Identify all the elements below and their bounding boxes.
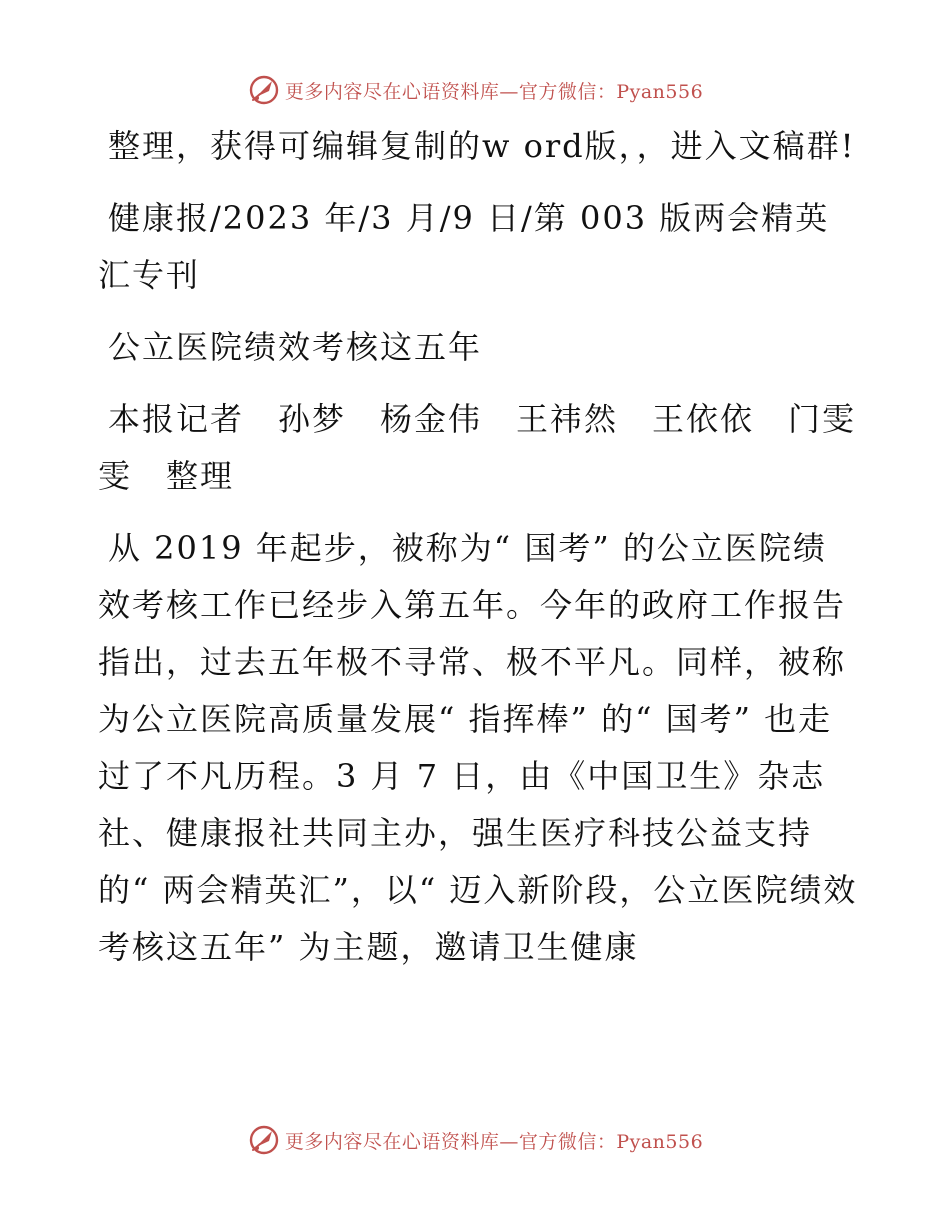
article-headline: 公立医院绩效考核这五年 <box>108 328 483 366</box>
watermark-text: 更多内容尽在心语资料库—官方微信：Pyan556 <box>284 1130 704 1153</box>
watermark-text: 更多内容尽在心语资料库—官方微信：Pyan556 <box>284 80 704 103</box>
byline-prefix: 本报记者 孙梦 杨金伟 王 <box>108 400 551 438</box>
byline <box>98 391 858 505</box>
byline-suffix: 然 王依依 门雯雯 整理 <box>98 400 857 495</box>
body-paragraph: 从 2019 年起步，被称为“ 国考” 的公立医院绩效考核工作已经步入第五年。今年的政府工作报告指出，过去五年极不寻常、极不平凡。同样，被称为公立医院高质量发展“ 指挥棒” 的“ 国考” 也走过了不凡历程。3 月 7 日，由《中国卫生》杂志社、健康报社共同主办，强生医疗科技公益支持的“ 两会精英汇”，以“ 迈入新阶段，公立医院绩效考核这五年” 为主题，邀请卫生健康 <box>98 529 858 966</box>
document-body <box>98 118 858 991</box>
quill-pen-logo-icon <box>247 1123 281 1157</box>
footer-watermark <box>0 1122 950 1158</box>
intro-paragraph: 整理，获得可编辑复制的w ord版，，进入文稿群! <box>108 127 856 165</box>
quill-pen-logo-icon <box>247 73 281 107</box>
source-line: 健康报/2023 年/3 月/9 日/第 003 版两会精英汇专刊 <box>98 199 830 294</box>
header-watermark <box>0 72 950 108</box>
byline-special-char: 祎 <box>550 400 585 438</box>
